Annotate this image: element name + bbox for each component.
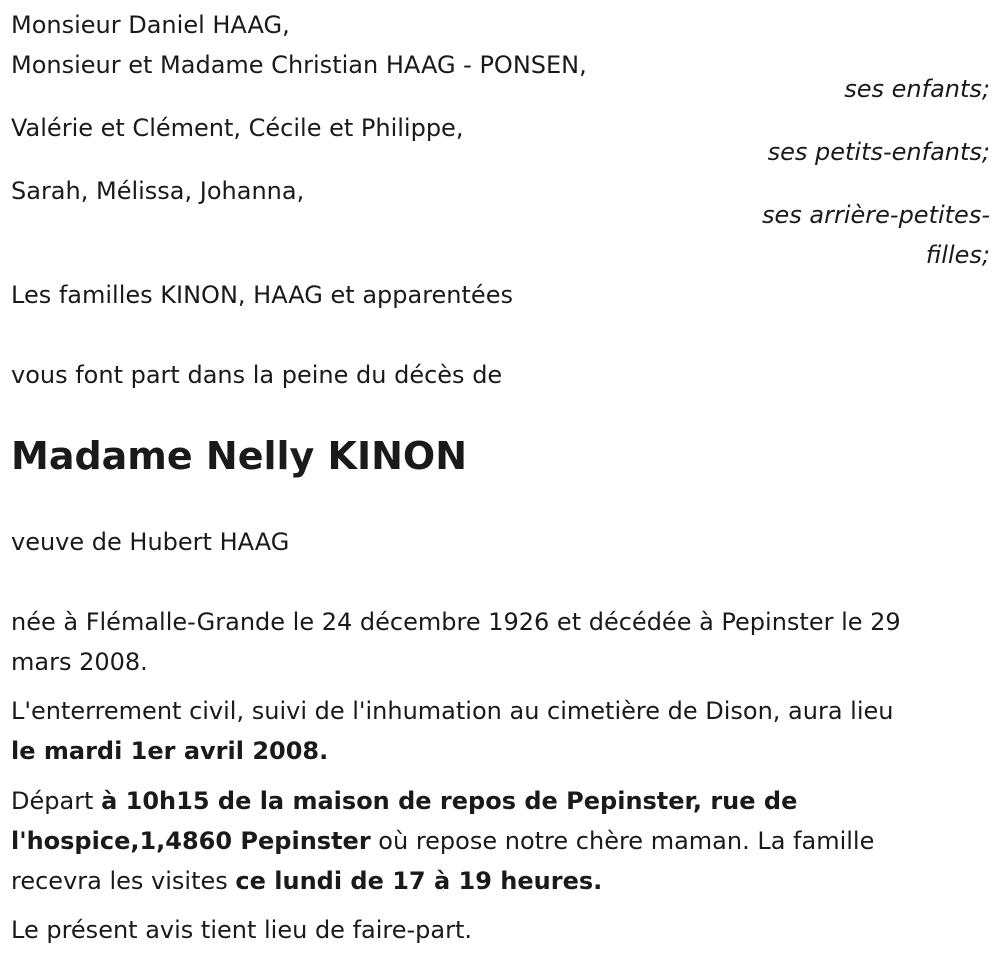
funeral-line: L'enterrement civil, suivi de l'inhumation au cimetière de Dison, aura lieu <box>11 697 894 725</box>
families-line: Les familles KINON, HAAG et apparentées <box>11 281 513 309</box>
departure-prefix: Départ <box>11 787 102 815</box>
departure-rest: où repose notre chère maman. La famille <box>370 827 875 855</box>
greatgrandchildren-relation-2: filles; <box>925 241 990 269</box>
departure-line-1 <box>11 781 797 821</box>
visits-bold: ce lundi de 17 à 19 heures. <box>235 867 603 895</box>
greatgrandchildren-relation-1: ses arrière-petites- <box>762 201 990 229</box>
visits-line <box>11 861 602 901</box>
widow-of-line: veuve de Hubert HAAG <box>11 528 290 556</box>
deceased-name: Madame Nelly KINON <box>11 434 468 478</box>
funeral-date-bold: le mardi 1er avril 2008. <box>11 737 329 765</box>
grandchildren-relation: ses petits-enfants; <box>767 138 990 166</box>
birth-death-line-1: née à Flémalle-Grande le 24 décembre 1926 et décédée à Pepinster le 29 <box>11 608 901 636</box>
funeral-date <box>11 731 328 771</box>
departure-line-2 <box>11 821 874 861</box>
grandchildren-names: Valérie et Clément, Cécile et Philippe, <box>11 114 464 142</box>
departure-bold-1: à 10h15 de la maison de repos de Pepinster, rue de <box>101 787 798 815</box>
birth-death-line-2: mars 2008. <box>11 648 148 676</box>
family-line-couple: Monsieur et Madame Christian HAAG - PONSEN, <box>11 51 587 79</box>
family-line-sons: Monsieur Daniel HAAG, <box>11 11 290 39</box>
visits-prefix: recevra les visites <box>11 867 236 895</box>
greatgrandchildren-names: Sarah, Mélissa, Johanna, <box>11 177 305 205</box>
closing-line: Le présent avis tient lieu de faire-part. <box>11 916 473 944</box>
announcement-line: vous font part dans la peine du décès de <box>11 361 503 389</box>
children-relation: ses enfants; <box>844 75 990 103</box>
departure-bold-2: l'hospice,1,4860 Pepinster <box>11 827 371 855</box>
